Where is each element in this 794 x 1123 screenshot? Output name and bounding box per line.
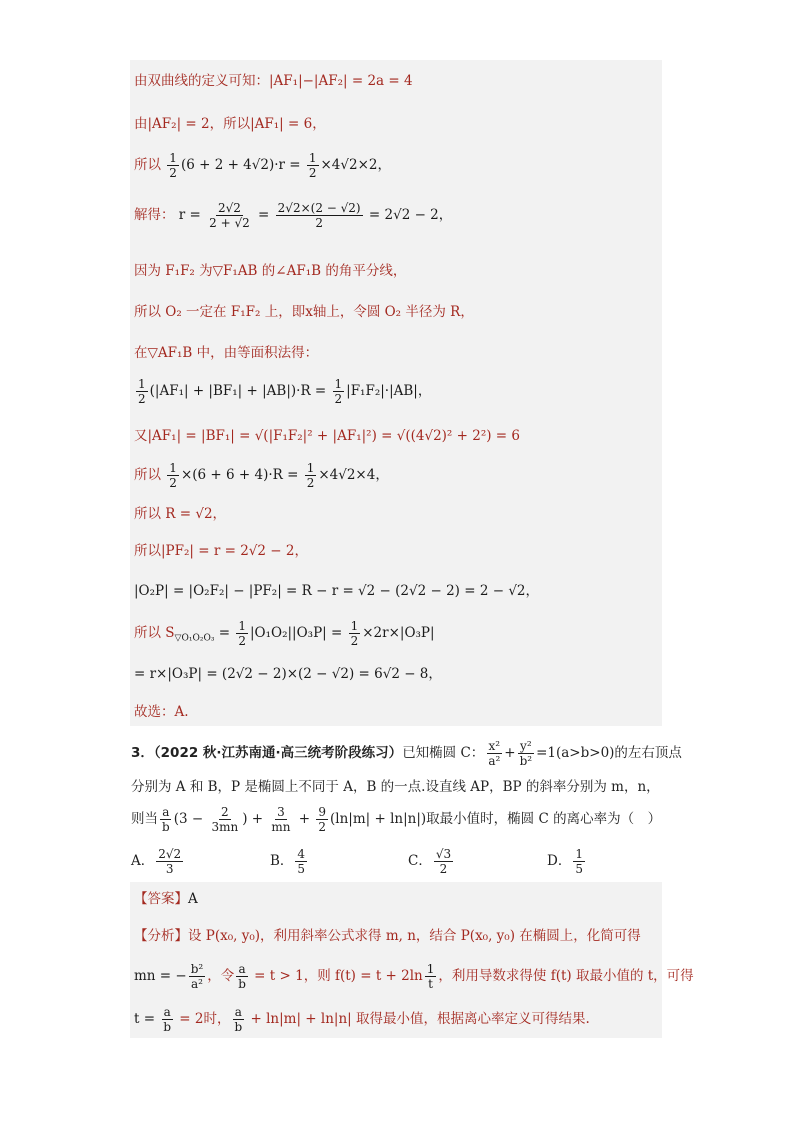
solution-line-4: 解得： r = $\frac{2√2}{2 + √2}$ = $\frac{2√2\times(2 - √2)}{2}$ = 2√2 − 2， bbox=[134, 201, 453, 230]
text: 所以 R = √2， bbox=[134, 506, 227, 522]
solution-line-16 bbox=[134, 703, 189, 721]
solution-line-7 bbox=[134, 344, 318, 362]
fraction: $\frac{1}{2}$ bbox=[138, 377, 146, 406]
text: 设 P(x₀, y₀)，利用斜率公式求得 m, n，结合 P(x₀, y₀) 在椭圆上，化简可得 bbox=[188, 928, 641, 944]
text: (ln|m| + ln|n|)取最小值时，椭圆 C 的离心率为（ ） bbox=[330, 811, 662, 827]
text: = 2时， bbox=[175, 1011, 231, 1027]
solution-line-5 bbox=[134, 262, 406, 280]
analysis-tag: 【分析】 bbox=[134, 928, 188, 944]
option-label: A． bbox=[131, 853, 155, 869]
math: ×2r×|O₃P| bbox=[362, 625, 435, 641]
solution-line-3 bbox=[134, 152, 391, 179]
fraction: $\frac{1}{2}$ bbox=[306, 461, 315, 490]
fraction: $\frac{\text{b²}}{\text{a²}}$ bbox=[190, 962, 204, 991]
option-label: C． bbox=[408, 853, 432, 869]
fraction: $\frac{1}{2}$ bbox=[350, 619, 359, 648]
text: ，令 bbox=[207, 968, 235, 984]
math: ×4√2×2， bbox=[320, 157, 391, 173]
text: =1(a>b>0)的左右顶点 bbox=[536, 745, 682, 761]
text: 分别为 A 和 B，P 是椭圆上不同于 A，B 的一点.设直线 AP，BP 的斜率分别为 m，n， bbox=[131, 779, 660, 795]
text: 由|AF₂| = 2，所以|AF₁| = 6， bbox=[134, 116, 326, 132]
text: 所以 bbox=[134, 157, 161, 173]
math: mn = − bbox=[134, 968, 187, 984]
math: ×4√2×4， bbox=[318, 467, 389, 483]
text: 所以|PF₂| = r = 2√2 − 2， bbox=[134, 543, 308, 559]
fraction: $\frac{a}{b}$ bbox=[234, 1005, 243, 1034]
fraction: $\frac{2√2}{3}$ bbox=[158, 847, 182, 876]
fraction: $\frac{1}{2}$ bbox=[334, 377, 343, 406]
fraction: $\frac{1}{5}$ bbox=[575, 847, 583, 876]
math: ×(6 + 6 + 4)·R = bbox=[180, 467, 303, 483]
text: 已知椭圆 C： bbox=[402, 745, 485, 761]
math: = 2√2 − 2， bbox=[364, 207, 453, 223]
option-d bbox=[547, 848, 587, 875]
analysis-line-3 bbox=[134, 1006, 590, 1033]
text: |O₂P| = |O₂F₂| − |PF₂| = R − r = √2 − (2√2 − 2) = 2 − √2， bbox=[134, 583, 540, 599]
math: |F₁F₂|·|AB|， bbox=[346, 383, 432, 399]
fraction: $\frac{√3}{2}$ bbox=[435, 847, 452, 876]
fraction: $\frac{1}{2}$ bbox=[169, 461, 177, 490]
solution-line-10 bbox=[134, 462, 389, 489]
solution-line-14 bbox=[134, 620, 435, 648]
text: = t > 1，则 f(t) = t + 2ln bbox=[249, 968, 423, 984]
text: 所以 S bbox=[134, 625, 175, 641]
fraction: $\frac{4}{5}$ bbox=[297, 847, 306, 876]
text: ，利用导数求得使 f(t) 取最小值的 t，可得 bbox=[438, 968, 694, 984]
solution-line-13 bbox=[134, 582, 539, 600]
text: 解得： bbox=[134, 207, 175, 223]
fraction: $\frac{a}{b}$ bbox=[238, 962, 246, 991]
text: 所以 O₂ 一定在 F₁F₂ 上，即x轴上，令圆 O₂ 半径为 R， bbox=[134, 304, 474, 320]
text: 所以 bbox=[134, 467, 161, 483]
question-line-2 bbox=[131, 778, 660, 796]
option-label: B． bbox=[270, 853, 294, 869]
solution-line-6 bbox=[134, 303, 474, 321]
answer-value: A bbox=[188, 891, 198, 907]
answer-tag: 【答案】 bbox=[134, 891, 188, 907]
question-line-1: 3．（2022 秋·江苏南通·高三统考阶段练习）已知椭圆 C： $\frac{\text{x²}}{\text{a²}}$ + $\frac{\text{y²}}{\text{b²}}$ =1(a>b>0)的左右顶点 bbox=[131, 739, 682, 768]
text: 在▽AF₁B 中，由等面积法得： bbox=[134, 345, 319, 361]
fraction: $\frac{\text{x²}}{\text{a²}}$ bbox=[488, 739, 501, 768]
solution-line-2 bbox=[134, 115, 326, 133]
fraction: $\frac{2√2\times(2 - √2)}{2}$ bbox=[277, 201, 361, 230]
text: 又|AF₁| = |BF₁| = √(|F₁F₂|² + |AF₁|²) = √((4√2)² + 2²) = 6 bbox=[134, 428, 520, 444]
fraction: $\frac{a}{b}$ bbox=[163, 1005, 172, 1034]
math: t = bbox=[134, 1011, 160, 1027]
solution-line-15 bbox=[134, 665, 442, 683]
text: 因为 F₁F₂ 为▽F₁AB 的∠AF₁B 的角平分线， bbox=[134, 263, 407, 279]
math: (|AF₁| + |BF₁| + |AB|)·R = bbox=[149, 383, 331, 399]
question-line-3: 则当 $\frac{a}{b}$ (3 − $\frac{2}{3mn}$ ) + $\frac{3}{mn}$ + $\frac{9}{2}$ (ln|m| + ln|n|)取最小值时，椭圆 C 的离心率为（ ） bbox=[131, 805, 662, 834]
text: 由双曲线的定义可知：|AF₁|−|AF₂| = 2a = 4 bbox=[134, 73, 413, 89]
question-number: 3． bbox=[131, 745, 154, 761]
fraction: $\frac{a}{b}$ bbox=[162, 805, 170, 834]
math: = bbox=[214, 625, 235, 641]
math: r = bbox=[178, 207, 206, 223]
answer-line bbox=[134, 890, 198, 908]
math: (6 + 2 + 4√2)·r = bbox=[180, 157, 305, 173]
fraction: $\frac{\text{y²}}{\text{b²}}$ bbox=[519, 739, 533, 768]
analysis-line-2 bbox=[134, 963, 694, 990]
fraction: $\frac{1}{2}$ bbox=[169, 151, 177, 180]
fraction: $\frac{9}{2}$ bbox=[318, 805, 327, 834]
text: 则当 bbox=[131, 811, 158, 827]
option-a bbox=[131, 848, 185, 875]
fraction: $\frac{2}{3mn}$ bbox=[211, 805, 239, 834]
math: |O₁O₂||O₃P| = bbox=[249, 625, 347, 641]
option-b bbox=[270, 848, 309, 875]
text: 故选：A. bbox=[134, 704, 189, 720]
fraction: $\frac{1}{t}$ bbox=[426, 962, 435, 991]
analysis-line-1 bbox=[134, 927, 641, 945]
solution-line-9 bbox=[134, 427, 520, 445]
solution-line-11 bbox=[134, 505, 226, 523]
fraction: $\frac{1}{2}$ bbox=[238, 619, 246, 648]
solution-line-8 bbox=[134, 378, 431, 405]
text: = r×|O₃P| = (2√2 − 2)×(2 − √2) = 6√2 − 8， bbox=[134, 666, 442, 682]
question-source: （2022 秋·江苏南通·高三统考阶段练习） bbox=[153, 745, 403, 761]
option-c bbox=[408, 848, 455, 875]
solution-line-12 bbox=[134, 542, 308, 560]
option-label: D． bbox=[547, 853, 572, 869]
text: + ln|m| + ln|n| 取得最小值，根据离心率定义可得结果. bbox=[246, 1011, 590, 1027]
fraction: $\frac{1}{2}$ bbox=[308, 151, 317, 180]
solution-line-1 bbox=[134, 72, 413, 90]
fraction: $\frac{2√2}{2 + √2}$ bbox=[209, 201, 250, 230]
subscript: ▽O₁O₂O₃ bbox=[174, 633, 215, 644]
fraction: $\frac{3}{mn}$ bbox=[271, 805, 291, 834]
